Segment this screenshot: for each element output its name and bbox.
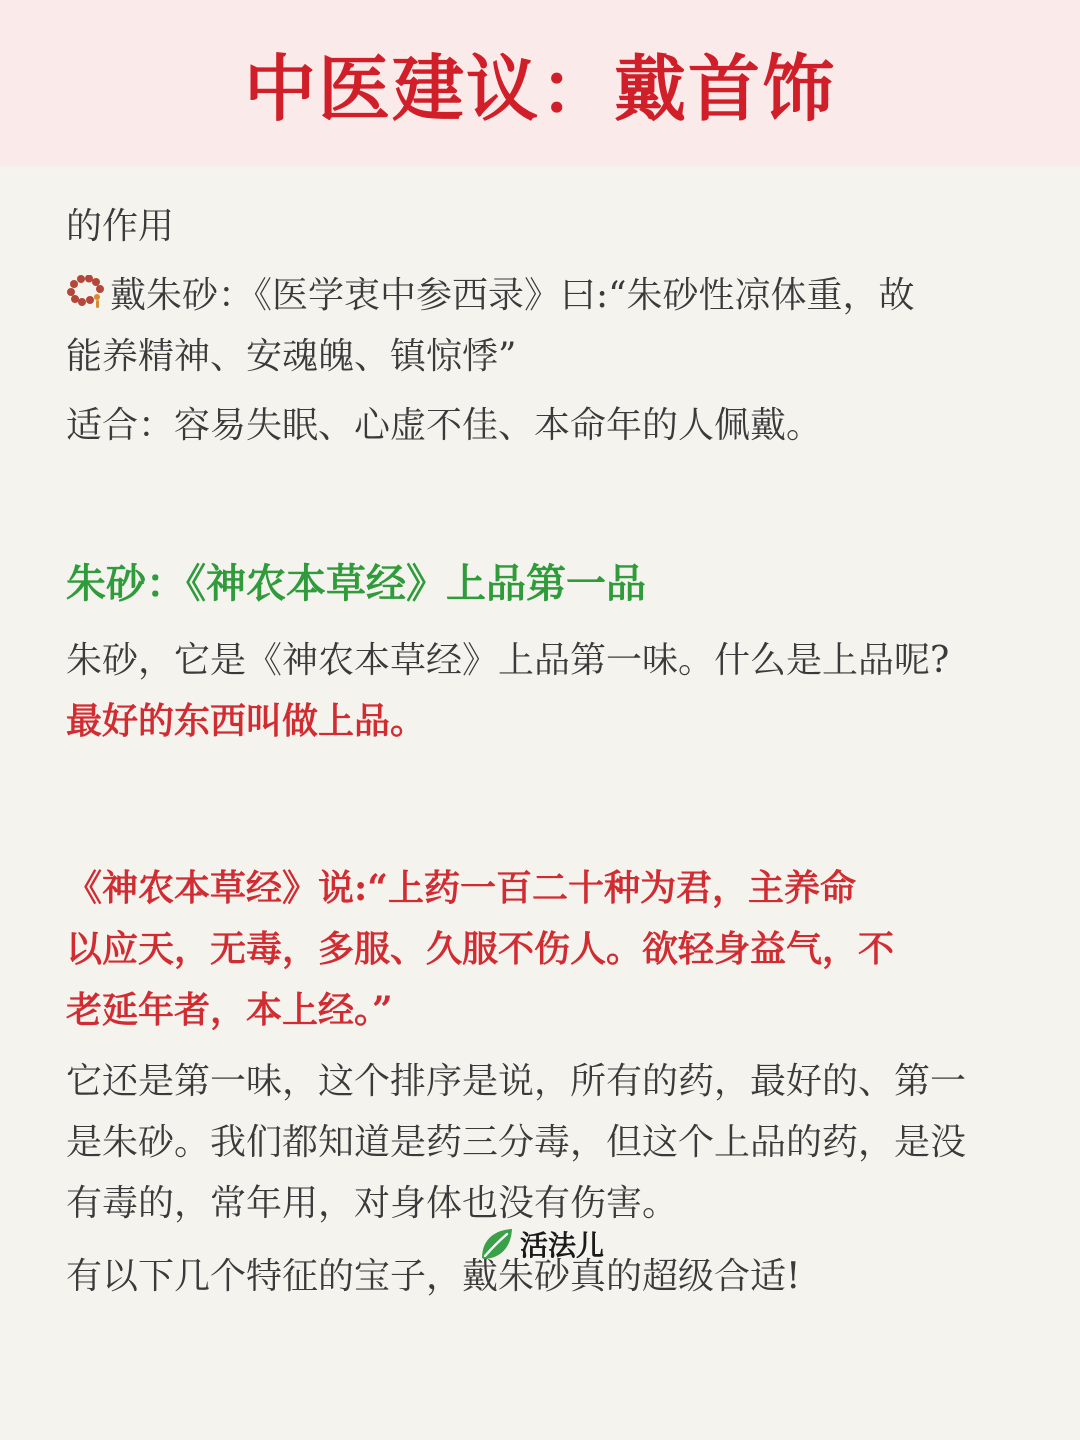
paragraph-2-line-1: 它还是第一味，这个排序是说，所有的药，最好的、第一 [66,1061,967,1102]
suitable-text: 适合：容易失眠、心虚不佳、本命年的人佩戴。 [66,405,823,446]
paragraph-1-line-1: 朱砂，它是《神农本草经》上品第一味。什么是上品呢? [66,640,950,681]
quote-line-1: 《神农本草经》说:“上药一百二十种为君，主养命 [66,867,856,909]
brand-name: 活法儿 [519,1229,604,1262]
intro-text: 的作用 [66,206,175,247]
paragraph-1 [66,630,1026,752]
article-body [66,196,1026,1307]
header-banner [0,0,1080,166]
leaf-icon [476,1224,516,1264]
section-heading: 朱砂：《神农本草经》上品第一品 [66,561,646,607]
brand-logo [476,1224,604,1264]
quote-line-2: 以应天，无毒，多服、久服不伤人。欲轻身益气，不 [66,928,895,970]
paragraph-1-highlight: 最好的东西叫做上品。 [66,700,427,742]
paragraph-2-line-3: 有毒的，常年用，对身体也没有伤害。 [66,1183,679,1224]
bead-line-2: 能养精神、安魂魄、镇惊悸” [66,336,517,377]
closing-text: 有以下几个特征的宝子，戴朱砂真的超级合适! [66,1256,801,1297]
paragraph-2 [66,1051,1026,1234]
quote-paragraph [66,858,1026,1041]
prayer-beads-icon [66,275,106,311]
bead-paragraph [66,265,1026,387]
quote-line-3: 老延年者，本上经。” [66,989,393,1031]
page-title: 中医建议：戴首饰 [243,47,836,131]
footer [0,1214,1080,1274]
bead-line-1: 戴朱砂：《医学衷中参西录》曰:“朱砂性凉体重，故 [110,275,915,316]
paragraph-2-line-2: 是朱砂。我们都知道是药三分毒，但这个上品的药，是没 [66,1122,967,1163]
